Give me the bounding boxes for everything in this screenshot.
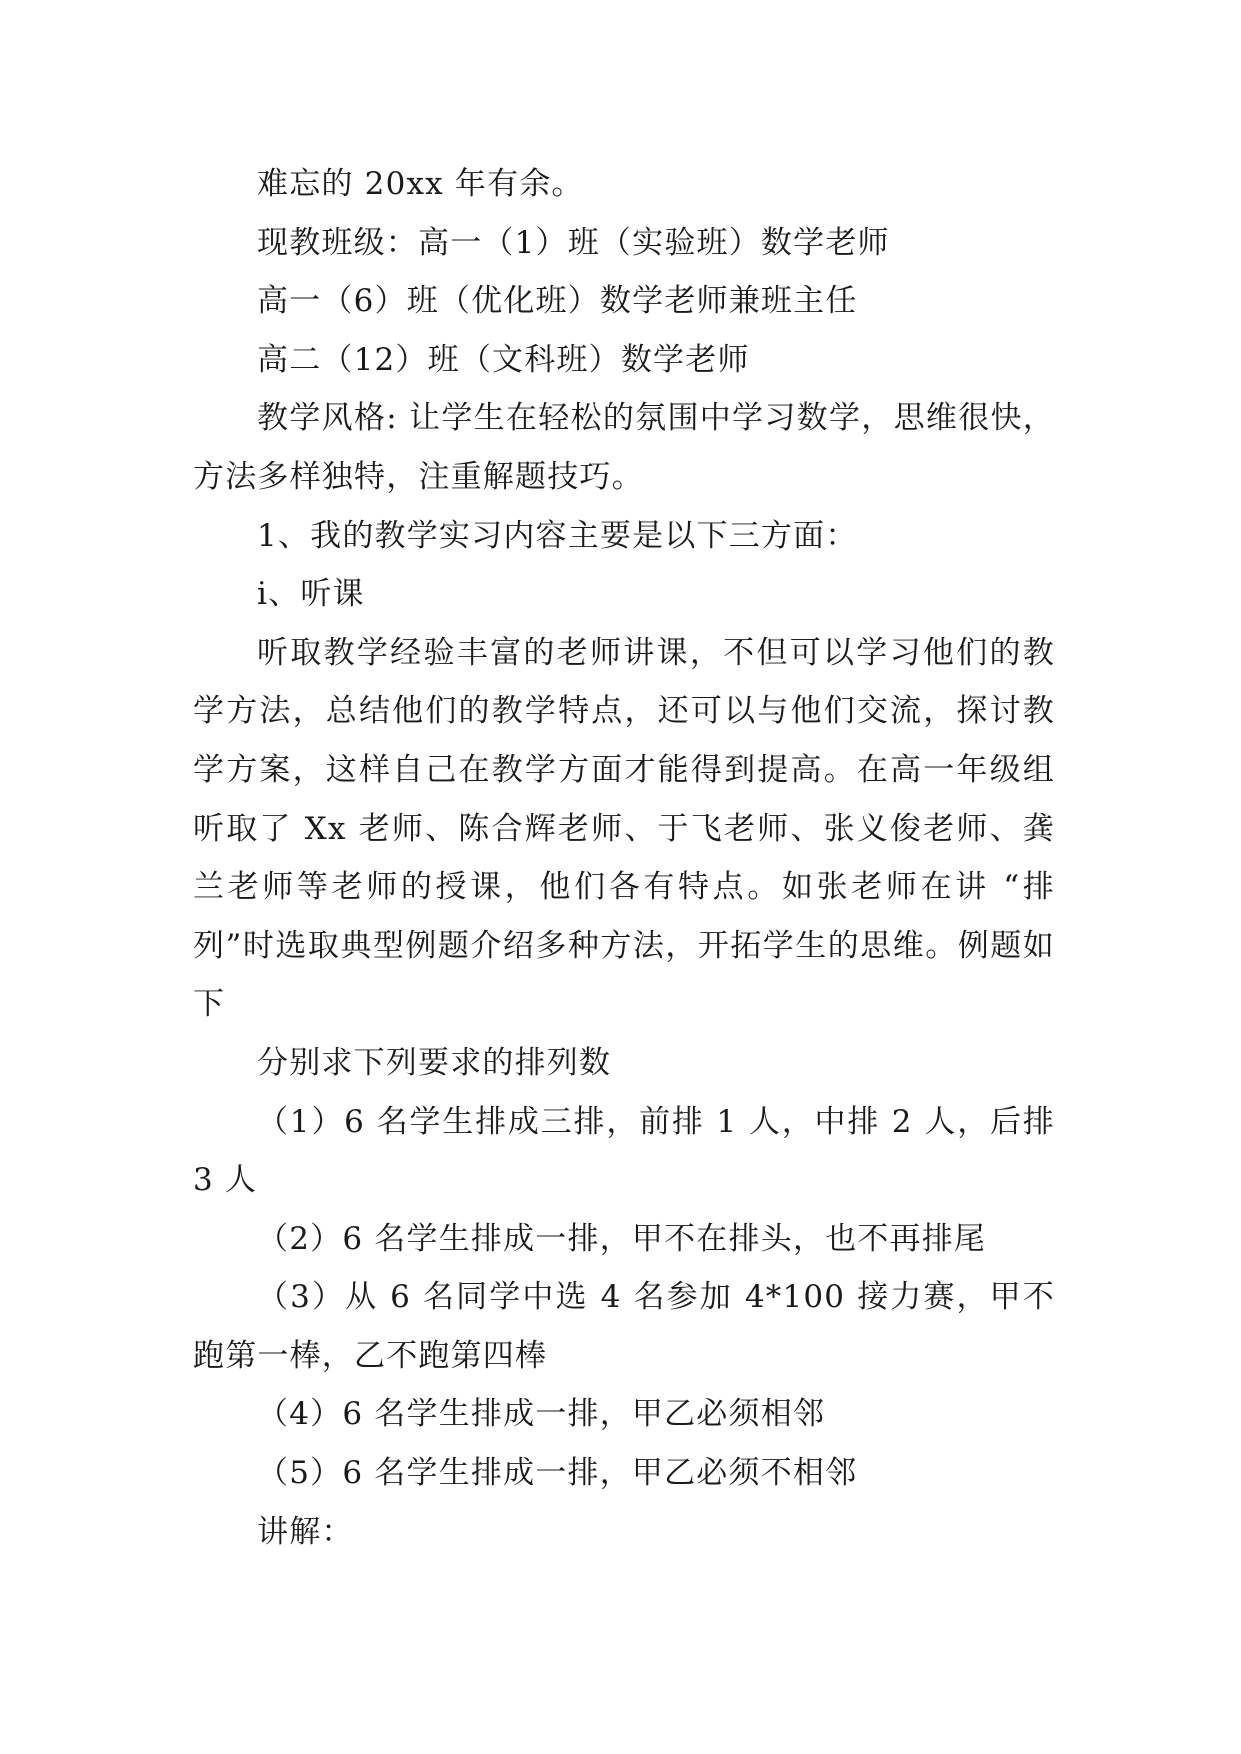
paragraph-example-1: （1）6 名学生排成三排，前排 1 人，中排 2 人，后排 3 人 [193, 1103, 1067, 1199]
paragraph-class-6: 高一（6）班（优化班）数学老师兼班主任 [257, 283, 858, 320]
paragraph-example-intro: 分别求下列要求的排列数 [257, 1044, 612, 1081]
paragraph-internship-content: 1、我的教学实习内容主要是以下三方面： [257, 517, 858, 554]
paragraph-years: 难忘的 20xx 年有余。 [257, 166, 584, 202]
paragraph-teaching-style: 教学风格: 让学生在轻松的氛围中学习数学，思维很快，方法多样独特，注重解题技巧。 [193, 400, 1055, 495]
paragraph-example-3: （3）从 6 名同学中选 4 名参加 4*100 接力赛，甲不跑第一棒，乙不跑第四棒 [193, 1279, 1055, 1374]
paragraph-class-12: 高二（12）班（文科班）数学老师 [257, 341, 750, 378]
paragraph-section-listening: ⅰ、听课 [257, 576, 365, 613]
paragraph-example-4: （4）6 名学生排成一排，甲乙必须相邻 [257, 1396, 826, 1433]
paragraph-example-5: （5）6 名学生排成一排，甲乙必须不相邻 [257, 1455, 858, 1492]
paragraph-explanation: 讲解： [257, 1513, 354, 1550]
document-body [193, 155, 1067, 1561]
paragraph-listening-body: 听取教学经验丰富的老师讲课，不但可以学习他们的教学方法，总结他们的教学特点，还可以与他们交流，探讨教学方案，这样自己在教学方面才能得到提高。在高一年级组听取了 Xx 老师、陈合辉老师、于飞老师、张义俊老师、龚兰老师等老师的授课，他们各有特点。如张老师在讲 “排列”时选取典型例题介绍多种方法，开拓学生的思维。例题如下 [193, 634, 1055, 1023]
paragraph-current-classes: 现教班级：高一（1）班（实验班）数学老师 [257, 224, 890, 261]
paragraph-example-2: （2）6 名学生排成一排，甲不在排头，也不再排尾 [257, 1220, 987, 1257]
